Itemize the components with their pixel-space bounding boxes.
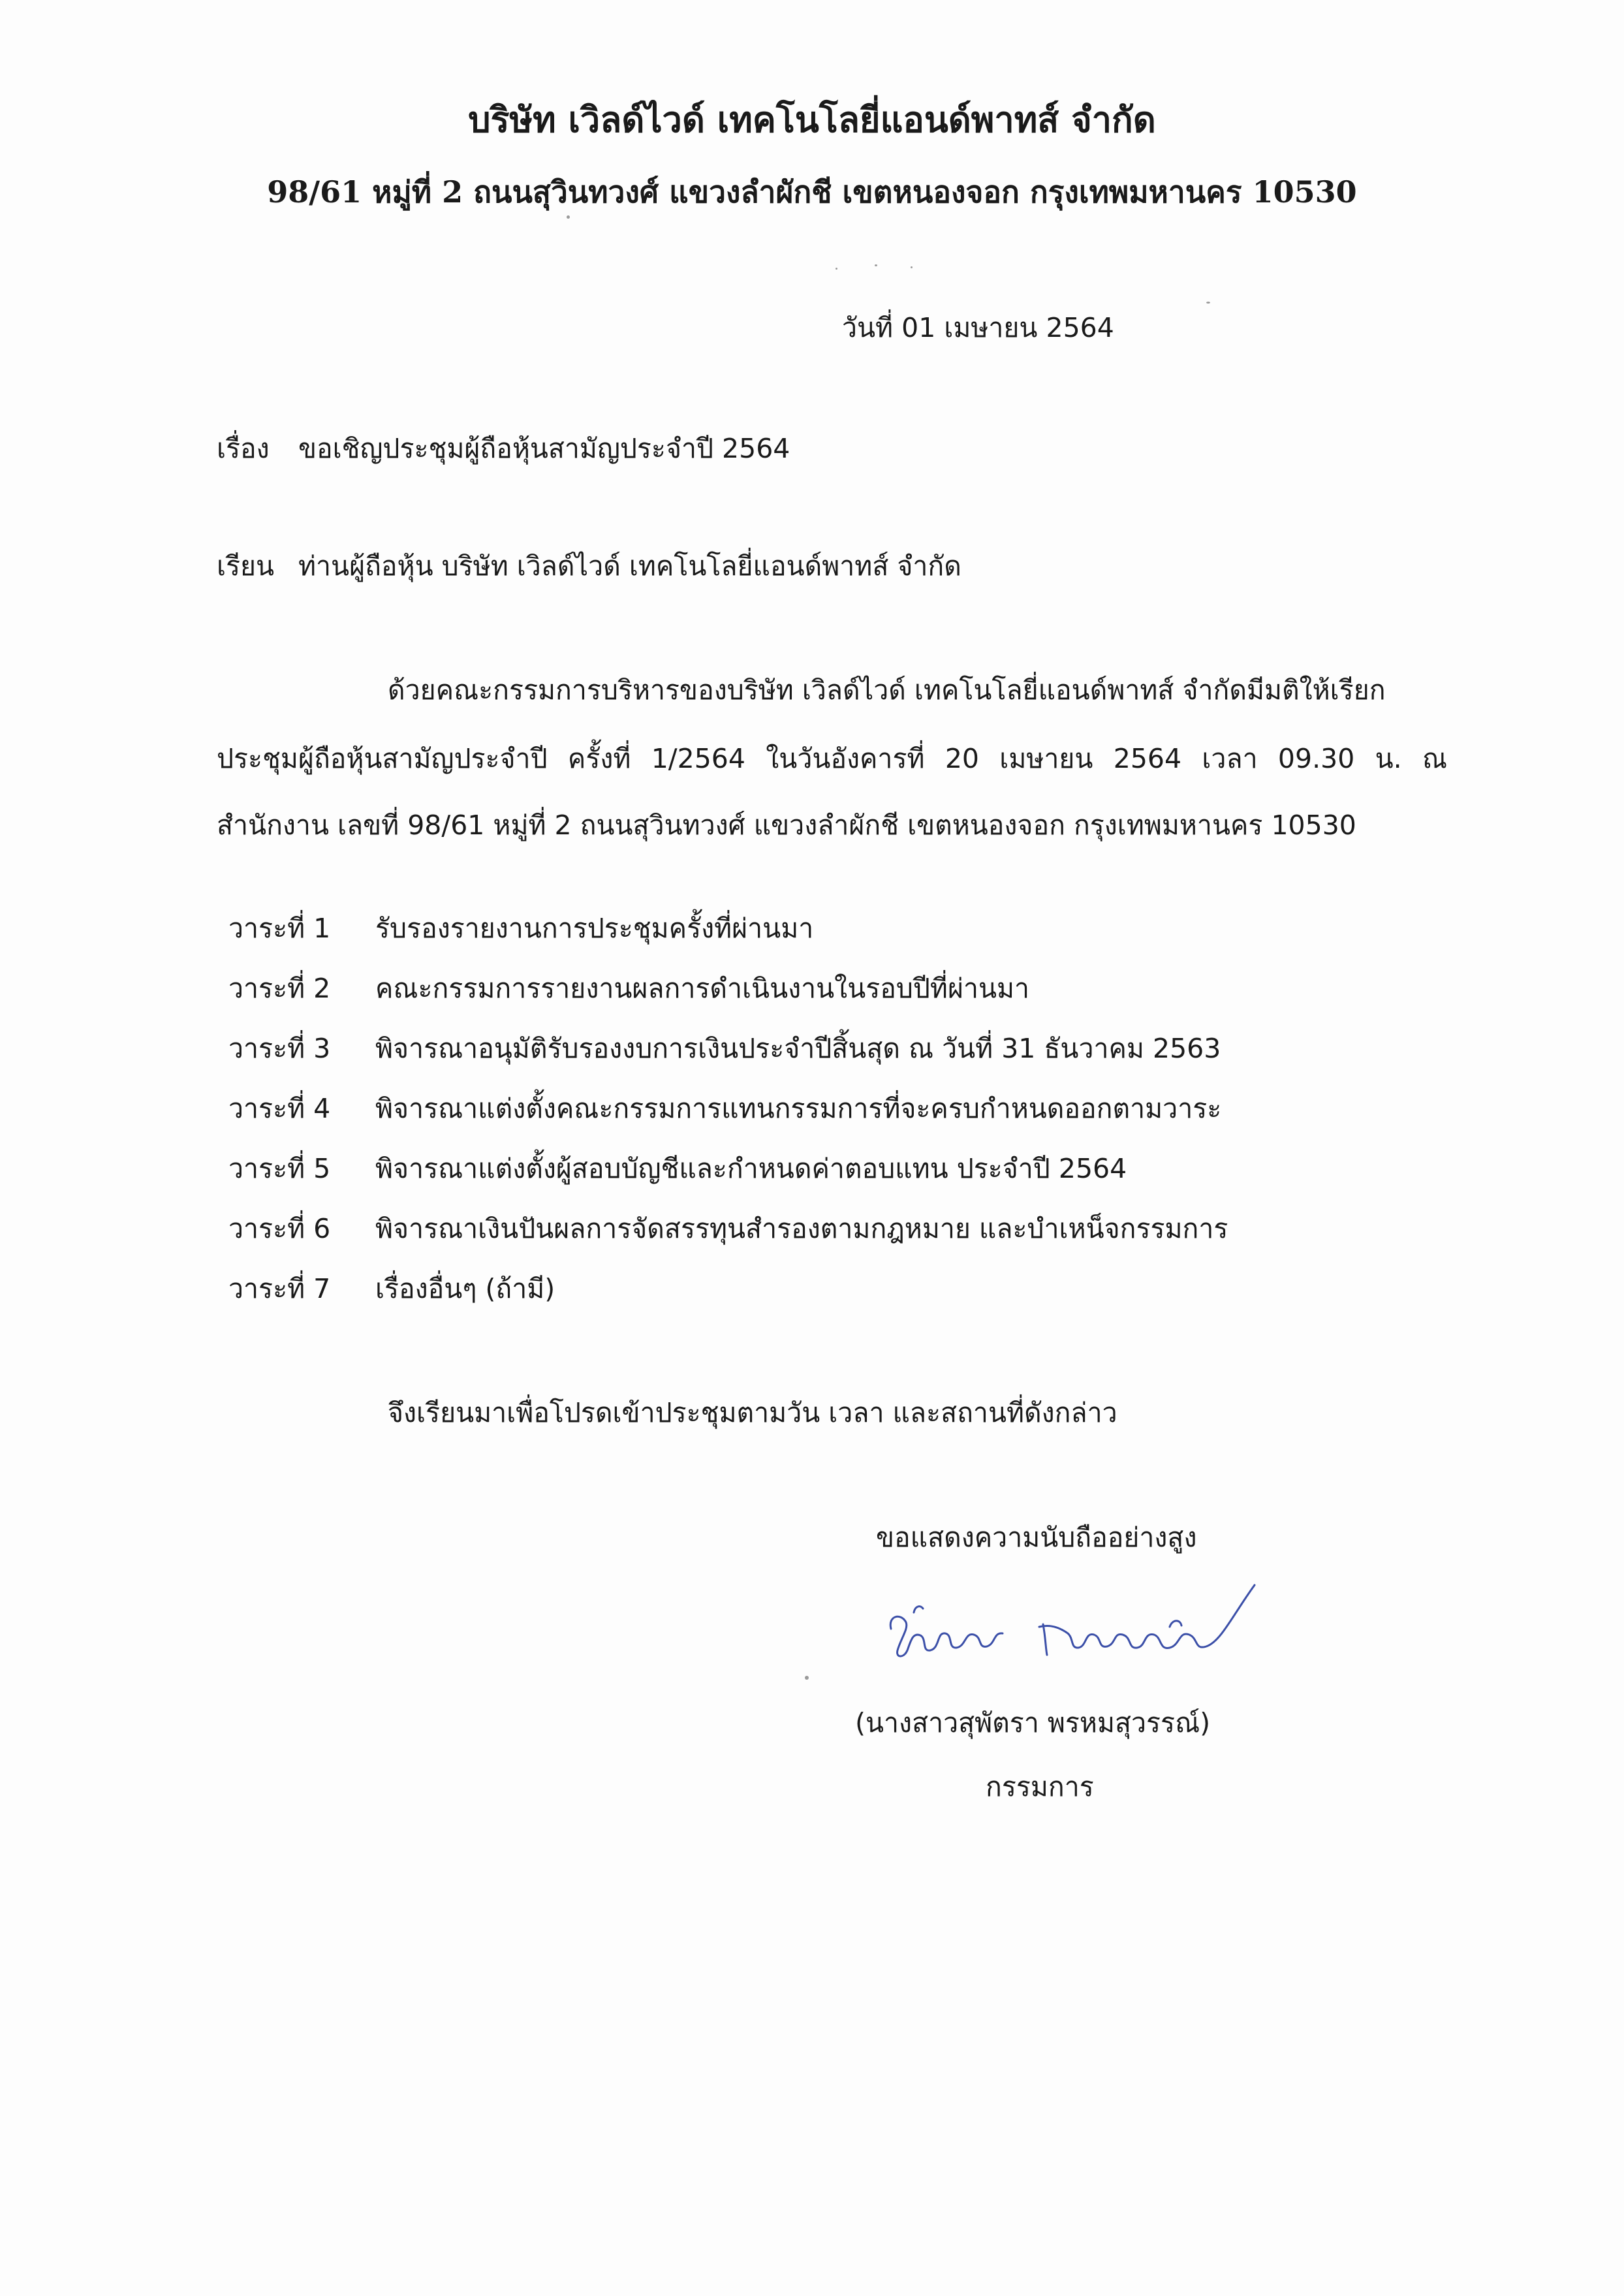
body-paragraph-line: ประชุมผู้ถือหุ้นสามัญประจำปี ครั้งที่ 1/2564 ในวันอังคารที่ 20 เมษายน 2564 เวลา 09.30 น. ณ — [217, 743, 1447, 774]
agenda-item — [228, 967, 1029, 1010]
body-paragraph-line: ด้วยคณะกรรมการบริหารของบริษัท เวิลด์ไวด์ เทคโนโลยี่แอนด์พาทส์ จำกัดมีมติให้เรียก — [388, 674, 1386, 706]
agenda-item — [228, 1208, 1228, 1250]
agenda-item — [228, 1268, 555, 1310]
agenda-item — [228, 907, 813, 950]
agenda-text: พิจารณาอนุมัติรับรองงบการเงินประจำปีสิ้นสุด ณ วันที่ 31 ธันวาคม 2563 — [375, 1033, 1221, 1064]
scan-speck — [567, 215, 570, 219]
agenda-text: คณะกรรมการรายงานผลการดำเนินงานในรอบปีที่ผ่านมา — [375, 973, 1030, 1004]
agenda-label: วาระที่ 6 — [228, 1213, 331, 1244]
scan-speck — [1206, 302, 1210, 304]
body-paragraph-line: สำนักงาน เลขที่ 98/61 หมู่ที่ 2 ถนนสุวินทวงศ์ แขวงลำผักชี เขตหนองจอก กรุงเทพมหานคร 10530 — [217, 810, 1356, 841]
scan-speck — [805, 1676, 809, 1680]
agenda-label: วาระที่ 5 — [228, 1153, 331, 1184]
agenda-label: วาระที่ 2 — [228, 973, 331, 1004]
salutation-line — [217, 545, 961, 588]
agenda-text: พิจารณาแต่งตั้งคณะกรรมการแทนกรรมการที่จะครบกำหนดออกตามวาระ — [375, 1093, 1222, 1124]
scan-speck — [875, 264, 877, 266]
handwritten-signature — [875, 1567, 1292, 1684]
company-name: บริษัท เวิลด์ไวด์ เทคโนโลยี่แอนด์พาทส์ จำกัด — [468, 99, 1156, 140]
agenda-label: วาระที่ 7 — [228, 1273, 331, 1304]
scan-speck — [835, 268, 837, 270]
agenda-label: วาระที่ 3 — [228, 1033, 331, 1064]
agenda-text: เรื่องอื่นๆ (ถ้ามี) — [375, 1273, 555, 1304]
agenda-label: วาระที่ 1 — [228, 913, 331, 944]
agenda-item — [228, 1028, 1221, 1070]
subject-text: ขอเชิญประชุมผู้ถือหุ้นสามัญประจำปี 2564 — [298, 433, 790, 464]
signature-ink — [890, 1585, 1255, 1656]
agenda-label: วาระที่ 4 — [228, 1093, 331, 1124]
subject-label: เรื่อง — [217, 433, 270, 464]
agenda-text: พิจารณาแต่งตั้งผู้สอบบัญชีและกำหนดค่าตอบแทน ประจำปี 2564 — [375, 1153, 1127, 1184]
agenda-item — [228, 1148, 1127, 1190]
scan-speck — [911, 266, 913, 268]
agenda-text: พิจารณาเงินปันผลการจัดสรรทุนสำรองตามกฎหมาย และบำเหน็จกรรมการ — [375, 1213, 1228, 1244]
agenda-text: รับรองรายงานการประชุมครั้งที่ผ่านมา — [375, 913, 814, 944]
closing-sentence: จึงเรียนมาเพื่อโปรดเข้าประชุมตามวัน เวลา และสถานที่ดังกล่าว — [388, 1397, 1117, 1428]
company-address: 98/61 หมู่ที่ 2 ถนนสุวินทวงศ์ แขวงลำผักชี เขตหนองจอก กรุงเทพมหานคร 10530 — [267, 174, 1357, 210]
salutation-label: เรียน — [217, 550, 275, 582]
signer-name: (นางสาวสุพัตรา พรหมสุวรรณ์) — [855, 1707, 1211, 1738]
salutation-text: ท่านผู้ถือหุ้น บริษัท เวิลด์ไวด์ เทคโนโลยี่แอนด์พาทส์ จำกัด — [298, 550, 961, 582]
signer-position: กรรมการ — [986, 1771, 1094, 1802]
letter-date: วันที่ 01 เมษายน 2564 — [842, 312, 1114, 343]
regards-line: ขอแสดงความนับถืออย่างสูง — [876, 1522, 1197, 1553]
agenda-item — [228, 1088, 1221, 1130]
subject-line — [217, 428, 790, 470]
